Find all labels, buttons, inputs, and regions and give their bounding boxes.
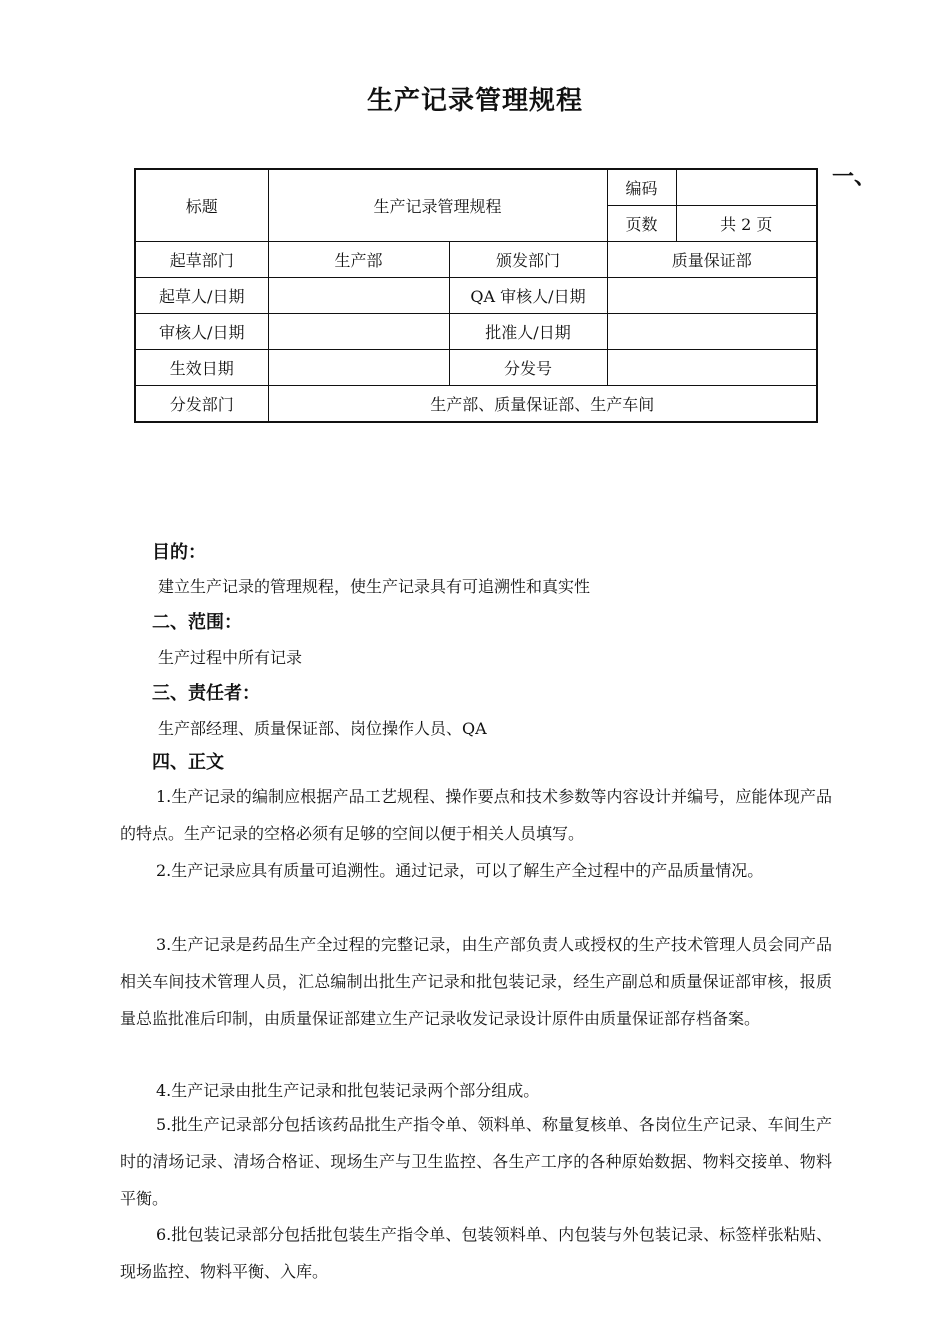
label-reviewer: 审核人/日期 (135, 314, 268, 350)
label-draft-dept: 起草部门 (135, 242, 268, 278)
draft-dept-value: 生产部 (268, 242, 449, 278)
label-code: 编码 (607, 169, 676, 206)
body-paragraph-3: 3.生产记录是药品生产全过程的完整记录，由生产部负责人或授权的生产技术管理人员会同产品相关车间技术管理人员，汇总编制出批生产记录和批包装记录，经生产副总和质量保证部审核，报质量总监批准后印制，由质量保证部建立生产记录收发记录设计原件由质量保证部存档备案。 (120, 935, 832, 1028)
approver-value (607, 314, 817, 350)
purpose-text: 建立生产记录的管理规程，使生产记录具有可追溯性和真实性 (158, 577, 591, 596)
title-value: 生产记录管理规程 (268, 169, 607, 242)
scope-text: 生产过程中所有记录 (158, 648, 303, 667)
code-value (676, 169, 817, 206)
responsible-heading: 三、责任者： (152, 683, 260, 704)
section-number-mark: 一、 (832, 165, 877, 190)
issue-dept-value: 质量保证部 (607, 242, 817, 278)
body-paragraph-2: 2.生产记录应具有质量可追溯性。通过记录，可以了解生产全过程中的产品质量情况。 (156, 861, 764, 880)
label-approver: 批准人/日期 (449, 314, 607, 350)
reviewer-value (268, 314, 449, 350)
page-title: 生产记录管理规程 (366, 86, 583, 116)
body-paragraph-6: 6.批包装记录部分包括批包装生产指令单、包装领料单、内包装与外包装记录、标签样张粘贴、现场监控、物料平衡、入库。 (120, 1225, 832, 1281)
label-qa-reviewer: QA 审核人/日期 (449, 278, 607, 314)
qa-reviewer-value (607, 278, 817, 314)
scope-heading: 二、范围： (152, 612, 242, 633)
label-distribution-dept: 分发部门 (135, 386, 268, 423)
effective-date-value (268, 350, 449, 386)
label-title: 标题 (135, 169, 268, 242)
pages-value: 共 2 页 (676, 206, 817, 242)
purpose-heading: 目的： (152, 542, 206, 563)
body-paragraph-4: 4.生产记录由批生产记录和批包装记录两个部分组成。 (156, 1081, 540, 1100)
label-effective-date: 生效日期 (135, 350, 268, 386)
distribution-no-value (607, 350, 817, 386)
label-issue-dept: 颁发部门 (449, 242, 607, 278)
body-heading: 四、正文 (152, 752, 224, 773)
drafter-value (268, 278, 449, 314)
distribution-dept-value: 生产部、质量保证部、生产车间 (268, 386, 817, 423)
label-distribution-no: 分发号 (449, 350, 607, 386)
document-info-table (134, 168, 818, 423)
label-pages: 页数 (607, 206, 676, 242)
responsible-text: 生产部经理、质量保证部、岗位操作人员、QA (158, 719, 487, 738)
body-paragraph-1: 1.生产记录的编制应根据产品工艺规程、操作要点和技术参数等内容设计并编号，应能体现产品的特点。生产记录的空格必须有足够的空间以便于相关人员填写。 (120, 787, 832, 843)
body-paragraph-5: 5.批生产记录部分包括该药品批生产指令单、领料单、称量复核单、各岗位生产记录、车间生产时的清场记录、清场合格证、现场生产与卫生监控、各生产工序的各种原始数据、物料交接单、物料平衡。 (120, 1115, 832, 1208)
label-drafter: 起草人/日期 (135, 278, 268, 314)
